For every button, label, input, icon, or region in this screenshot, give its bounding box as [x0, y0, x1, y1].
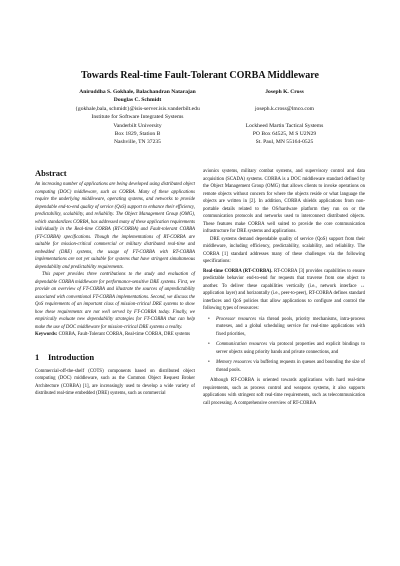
author-university: Vanderbilt University [113, 122, 162, 129]
author-address-right-line2: St. Paul, MN 55164-0525 [255, 139, 314, 146]
author-institute: Institute for Software Integrated Systems [91, 114, 184, 121]
author-email-right: joseph.k.cross@lmco.com [254, 105, 315, 112]
section-title: Introduction [48, 351, 95, 362]
author-block-left [55, 88, 220, 147]
paper-title: Towards Real-time Fault-Tolerant CORBA Middleware [81, 70, 319, 81]
list-item-text: via protocol properties and explicit bindings to server objects using priority bands and private connections, and [216, 342, 365, 355]
list-item [203, 316, 365, 339]
abstract-paragraph-1: An increasing number of applications are being developed using distributed object computing (DOC) middleware, such as CORBA. Many of these applications require the underlying middleware, operating systems, and networks to provide dependable end-to-end quality of service (QoS) support to enhance their efficiency, predictability, scalability, and reliability. The Object Management Group (OMG), which standardizes CORBA, has addressed many of these application requirements individually in the Real-time CORBA (RT-CORBA) and Fault-tolerant CORBA (FT-CORBA) specifications. Though the implementations of RT-CORBA are suitable for mission-critical commercial or military distributed real-time and embedded (DRE) systems, the usage of FT-CORBA with RT-CORBA implementations are not yet suitable for systems that have stringent simultaneous dependability and predictability requirements. [35, 182, 195, 270]
author-emails: {gokhale,bala, schmidt}@isis-server.isis.vanderbilt.edu [75, 105, 200, 112]
left-column [35, 168, 195, 398]
list-item [203, 359, 365, 374]
list-item-text: via buffering requests in queues and bounding the size of thread pools. [216, 360, 365, 373]
keywords-text: CORBA, Fault-Tolerant CORBA, Real-time CORBA, DRE systems [58, 332, 191, 337]
author-name-right: Joseph K. Cross [265, 89, 304, 95]
bullet-icon: • [208, 316, 210, 322]
section-number: 1 [35, 351, 40, 362]
author-address-line2: Nashville, TN 37235 [114, 139, 161, 146]
list-item-lead: Communication resources [216, 342, 268, 347]
list-item-lead: Memory resources [216, 360, 252, 365]
intro-paragraph-1: Commercial-off-the-shelf (COTS) components based on distributed object computing (DOC) middleware, such as the Common Object Request Broker Architecture (CORBA) [1], are increasingly used to develop a wide variety of distributed real-time embedded (DRE) systems, such as commercial [35, 368, 195, 396]
body-paragraph-4: Although RT-CORBA is oriented towards applications with hard real-time requirements, such as process control and weapons systems, it also supports applications with stringent soft real-time requirements, such as telecommunication call processing. A comprehensive overview of RT-CORBA [203, 378, 365, 406]
resource-list [203, 316, 365, 375]
abstract-heading: Abstract [35, 168, 67, 178]
body-paragraph-2: DRE systems demand dependable quality of service (QoS) support from their middleware, including efficiency, predictability, scalability, and reliability. The CORBA [1] standard addresses many of these challenges via the following specifications: [203, 236, 365, 264]
keywords [35, 331, 195, 339]
list-item-lead: Processor resources [216, 316, 257, 322]
spacer [222, 96, 347, 104]
author-names-line2: Douglas C. Schmidt [113, 97, 162, 104]
body-paragraph-1: avionics systems, military combat systems, and supervisory control and data acquisition (SCADA) systems. CORBA is a DOC middleware standard defined by the Object Management Group (OMG) that allows clients to invoke operations on remote objects without concern for where the objects reside or what language the objects are written in [2]. In addition, CORBA shields applications from non-portable details related to the OS/hardware platform they run on or the communication protocols and networks used to interconnect distributed objects. These features make CORBA well suited to provide the core communication infrastructure for DRE systems and applications. [203, 169, 365, 234]
list-item [203, 341, 365, 356]
bullet-icon: • [208, 342, 210, 347]
rtcorba-text: RT-CORBA [3] provides capabilities to ensure predictable behavior end-to-end for requests that traverse from one object to another. To deliver these capabilities vertically (i.e., network interface ↔ application layer) and horizontally (i.e., peer-to-peer), RT-CORBA defines standard interfaces and QoS policies that allow applications to configure and control the following types of resources: [203, 268, 365, 311]
author-names: Aniruddha S. Gokhale, Balachandran Natarajan [79, 89, 196, 95]
abstract-paragraph-2: This paper provides three contributions to the study and evaluation of dependable CORBA middleware for performance-sensitive DRE systems. First, we provide an overview of FT-CORBA and illustrate the sources of unpredictability associated with conventional FT-CORBA implementations. Second, we discuss the QoS requirements of an important class of mission-critical DRE systems to show how these requirements are not well served by FT-CORBA today. Finally, we empirically evaluate new dependability strategies for FT-CORBA that can help make the use of DOC middleware for mission-critical DRE systems a reality. [35, 272, 195, 330]
rtcorba-run-in-heading: Real-time CORBA (RT-CORBA). [203, 268, 273, 274]
keywords-label: Keywords: [35, 332, 58, 337]
right-column [203, 168, 365, 407]
author-org-right: Lockheed Martin Tactical Systems [245, 122, 324, 129]
body-paragraph-rtcorba [203, 268, 365, 313]
author-block-right [222, 88, 347, 147]
spacer [222, 113, 347, 121]
author-address-right-line1: PO Box 64525, M S U2N29 [252, 131, 317, 137]
list-item-text: via thread pools, priority mechanisms, intra-process mutexes, and a global scheduling service for real-time applications with fixed priorities, [216, 316, 365, 337]
author-address-line1: Box 1829, Station B [114, 131, 161, 138]
section-heading-introduction [35, 352, 195, 362]
bullet-icon: • [208, 360, 210, 365]
